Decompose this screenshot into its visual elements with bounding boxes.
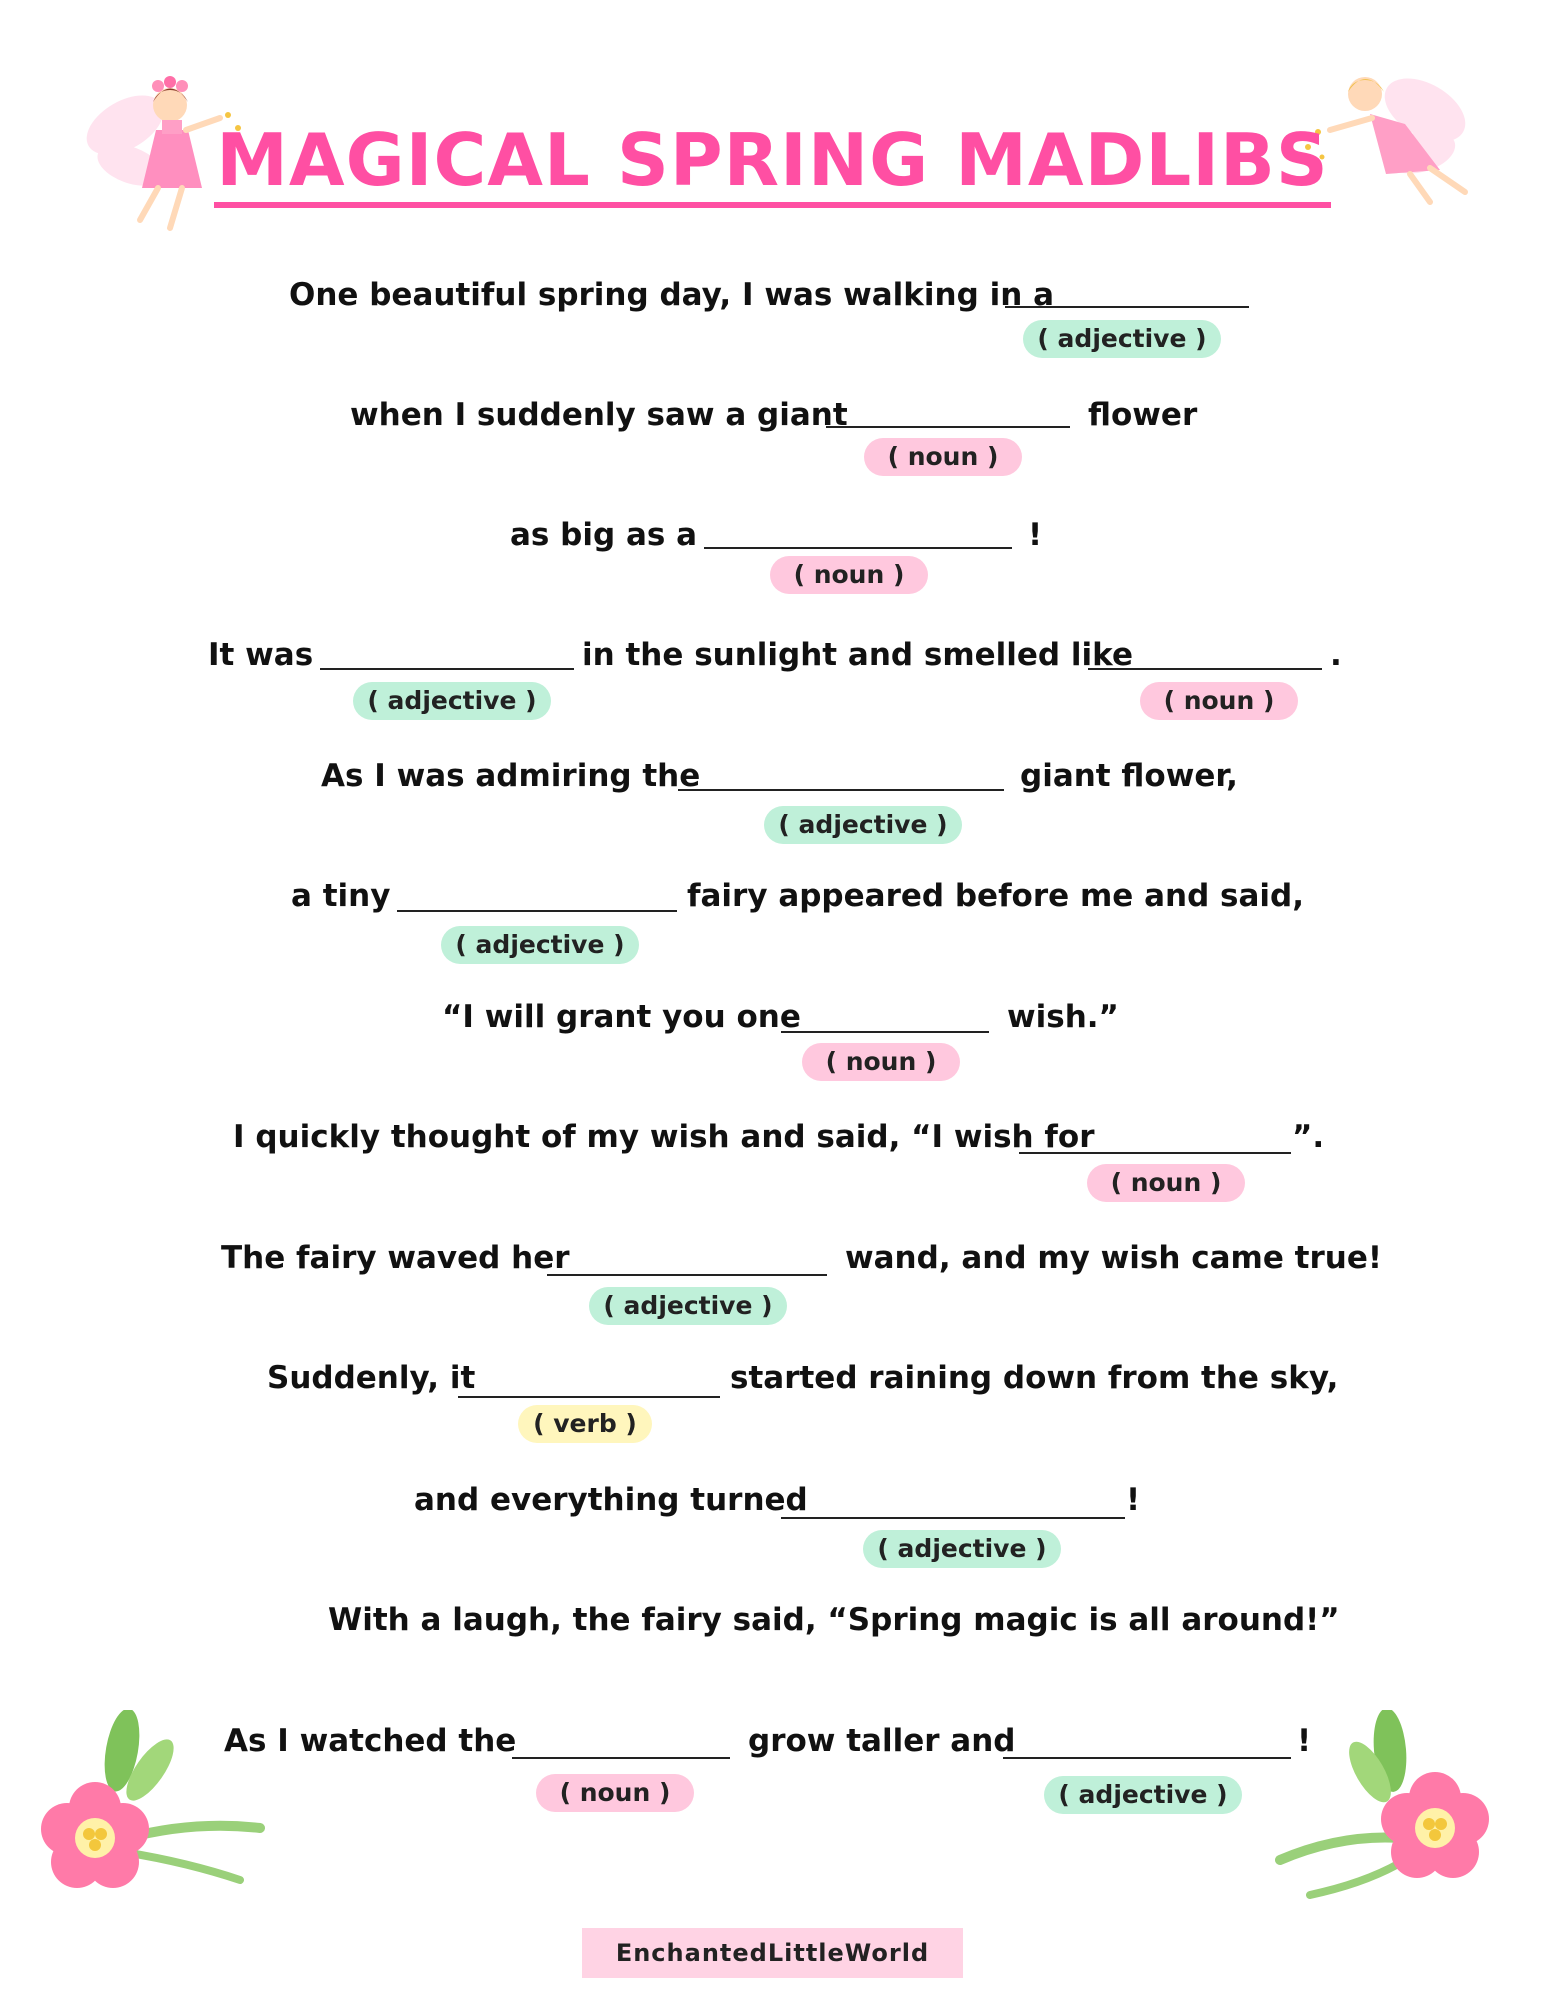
blank-4b[interactable] bbox=[1088, 668, 1322, 670]
hint-adjective: ( adjective ) bbox=[1023, 320, 1221, 358]
story-line-6-start: a tiny bbox=[291, 878, 391, 914]
story-line-6-end: fairy appeared before me and said, bbox=[687, 878, 1305, 914]
blank-1[interactable] bbox=[1005, 306, 1249, 308]
story-line-10-end: started raining down from the sky, bbox=[730, 1360, 1339, 1396]
hint-noun: ( noun ) bbox=[1140, 682, 1298, 720]
story-line-13-middle: grow taller and bbox=[748, 1723, 1016, 1759]
story-line-8-start: I quickly thought of my wish and said, “I wish for bbox=[233, 1119, 1095, 1155]
story-line-5-start: As I was admiring the bbox=[321, 758, 701, 794]
hint-noun: ( noun ) bbox=[802, 1043, 960, 1081]
hint-noun: ( noun ) bbox=[770, 556, 928, 594]
story-line-1: One beautiful spring day, I was walking in a bbox=[289, 277, 1055, 313]
blank-5[interactable] bbox=[678, 789, 1004, 791]
story-line-9-start: The fairy waved her bbox=[221, 1240, 570, 1276]
story-line-11-start: and everything turned bbox=[414, 1482, 808, 1518]
blank-6[interactable] bbox=[397, 910, 677, 912]
blank-11[interactable] bbox=[781, 1517, 1125, 1519]
blank-3[interactable] bbox=[704, 547, 1012, 549]
story-line-2-end: flower bbox=[1088, 397, 1198, 433]
blank-9[interactable] bbox=[547, 1274, 827, 1276]
hint-adjective: ( adjective ) bbox=[764, 806, 962, 844]
story-line-4-end: . bbox=[1330, 637, 1342, 673]
footer-brand: EnchantedLittleWorld bbox=[582, 1928, 963, 1978]
story-line-13-start: As I watched the bbox=[224, 1723, 517, 1759]
story-line-7-end: wish.” bbox=[1007, 999, 1119, 1035]
blank-4a[interactable] bbox=[320, 668, 574, 670]
story-line-7-start: “I will grant you one bbox=[442, 999, 801, 1035]
hint-verb: ( verb ) bbox=[518, 1405, 652, 1443]
blank-7[interactable] bbox=[781, 1031, 989, 1033]
blank-10[interactable] bbox=[458, 1396, 720, 1398]
blank-2[interactable] bbox=[826, 426, 1070, 428]
story-line-4-middle: in the sunlight and smelled like bbox=[582, 637, 1133, 673]
hint-adjective: ( adjective ) bbox=[441, 926, 639, 964]
story-line-11-end: ! bbox=[1126, 1482, 1141, 1518]
story-line-3-end: ! bbox=[1028, 517, 1043, 553]
story-line-9-end: wand, and my wish came true! bbox=[845, 1240, 1382, 1276]
story-line-4-start: It was bbox=[208, 637, 314, 673]
story-line-13-end: ! bbox=[1297, 1723, 1312, 1759]
blank-8[interactable] bbox=[1019, 1152, 1291, 1154]
story-line-5-end: giant flower, bbox=[1020, 758, 1238, 794]
hint-adjective: ( adjective ) bbox=[1044, 1776, 1242, 1814]
story-line-3-start: as big as a bbox=[510, 517, 698, 553]
hint-noun: ( noun ) bbox=[536, 1774, 694, 1812]
hint-adjective: ( adjective ) bbox=[353, 682, 551, 720]
hint-adjective: ( adjective ) bbox=[589, 1287, 787, 1325]
blank-13b[interactable] bbox=[1003, 1757, 1291, 1759]
hint-adjective: ( adjective ) bbox=[863, 1530, 1061, 1568]
hint-noun: ( noun ) bbox=[1087, 1164, 1245, 1202]
story-line-12: With a laugh, the fairy said, “Spring magic is all around!” bbox=[328, 1602, 1340, 1638]
blank-13a[interactable] bbox=[512, 1757, 730, 1759]
story-line-10-start: Suddenly, it bbox=[267, 1360, 476, 1396]
story-line-8-end: ”. bbox=[1292, 1119, 1325, 1155]
page-title: MAGICAL SPRING MADLIBS bbox=[0, 118, 1545, 202]
hint-noun: ( noun ) bbox=[864, 438, 1022, 476]
story-line-2-start: when I suddenly saw a giant bbox=[350, 397, 848, 433]
